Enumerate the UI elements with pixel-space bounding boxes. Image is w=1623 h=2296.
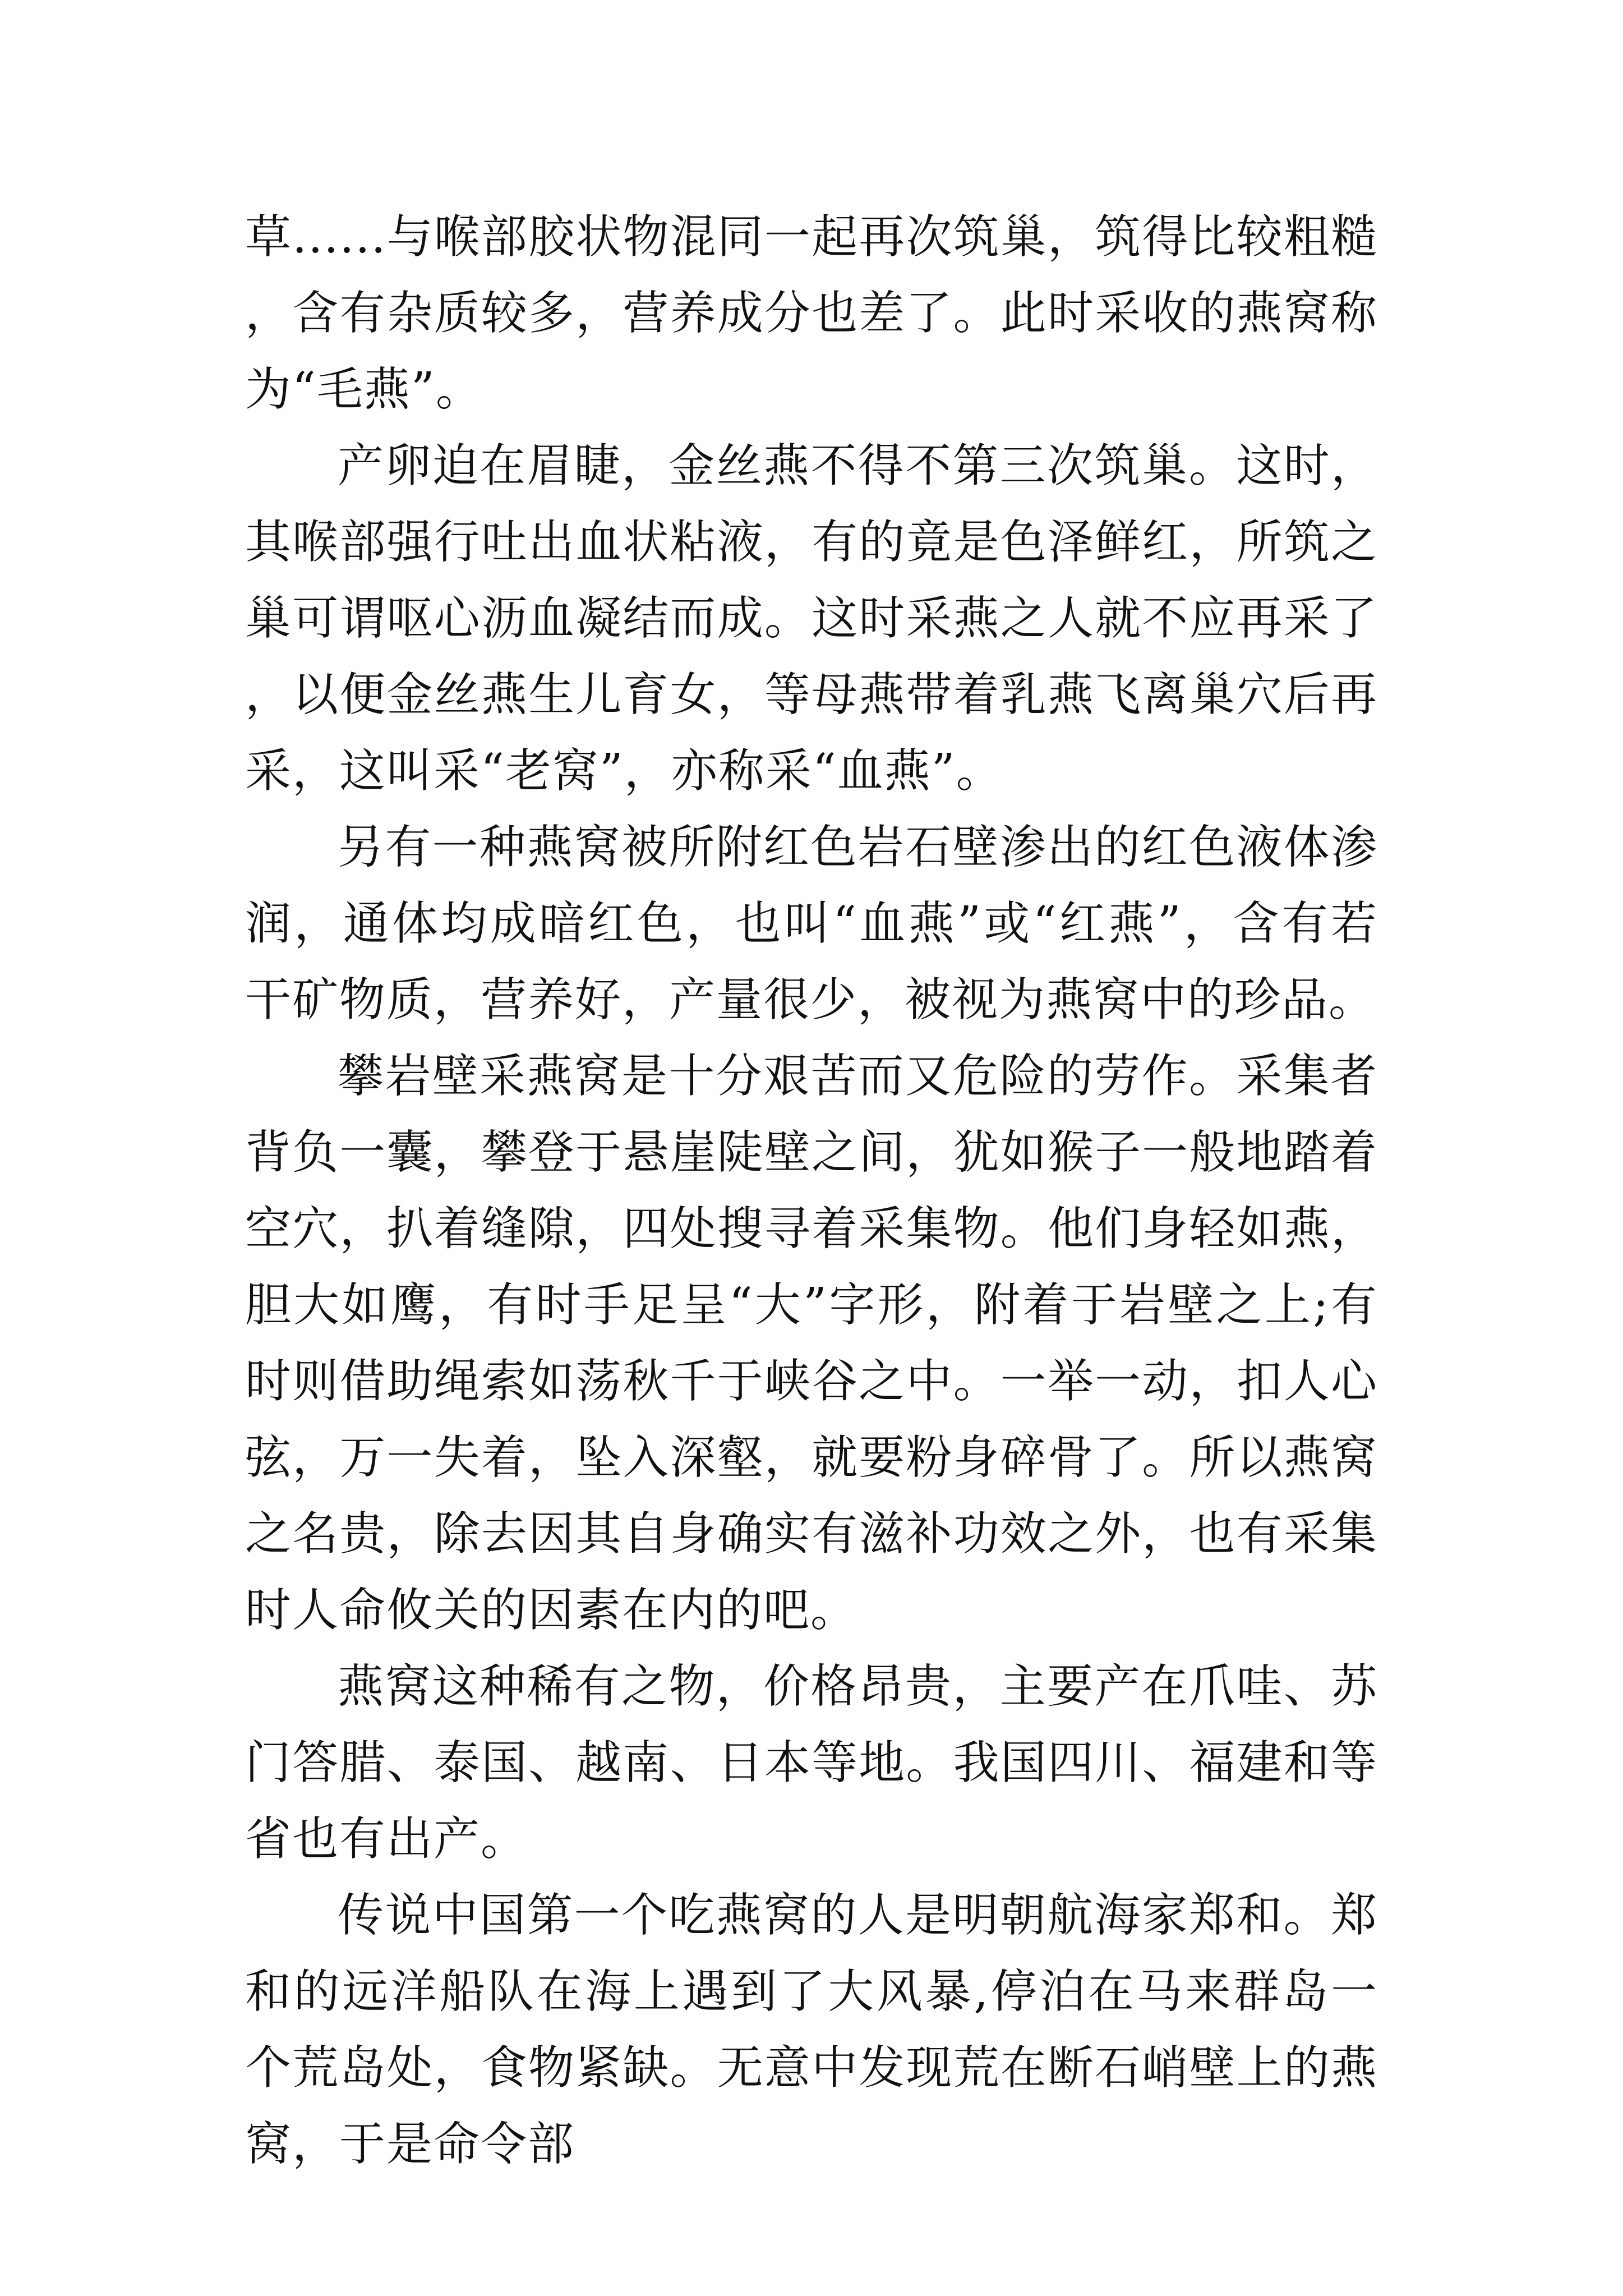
paragraph-red-nest: 另有一种燕窝被所附红色岩石壁渗出的红色液体渗润，通体均成暗红色，也叫“血燕”或“红燕”，含有若干矿物质，营养好，产量很少，被视为燕窝中的珍品。 bbox=[245, 821, 1378, 1027]
paragraph-zheng-he-legend: 传说中国第一个吃燕窝的人是明朝航海家郑和。郑和的远洋船队在海上遇到了大风暴,停泊在马来群岛一个荒岛处，食物紧缺。无意中发现荒在断石峭壁上的燕窝，于是命令部 bbox=[245, 1889, 1378, 2171]
body-text bbox=[245, 199, 1378, 2183]
paragraph-harvesting: 攀岩壁采燕窝是十分艰苦而又危险的劳作。采集者背负一囊，攀登于悬崖陡壁之间，犹如猴子一般地踏着空穴，扒着缝隙，四处搜寻着采集物。他们身轻如燕，胆大如鹰，有时手足呈“大”字形，附着于岩壁之上;有时则借助绳索如荡秋千于峡谷之中。一举一动，扣人心弦，万一失着，坠入深壑，就要粉身碎骨了。所以燕窝之名贵，除去因其自身确实有滋补功效之外，也有采集时人命攸关的因素在内的吧。 bbox=[245, 1050, 1378, 1637]
paragraph-origin-regions: 燕窝这种稀有之物，价格昂贵，主要产在爪哇、苏门答腊、泰国、越南、日本等地。我国四川、福建和等省也有出产。 bbox=[245, 1660, 1378, 1866]
paragraph-continued: 草......与喉部胶状物混同一起再次筑巢，筑得比较粗糙，含有杂质较多，营养成分也差了。此时采收的燕窝称为“毛燕”。 bbox=[245, 210, 1378, 416]
paragraph-blood-nest: 产卵迫在眉睫，金丝燕不得不第三次筑巢。这时，其喉部强行吐出血状粘液，有的竟是色泽鲜红，所筑之巢可谓呕心沥血凝结而成。这时采燕之人就不应再采了，以便金丝燕生儿育女，等母燕带着乳燕飞离巢穴后再采，这叫采“老窝”，亦称采“血燕”。 bbox=[245, 439, 1378, 798]
